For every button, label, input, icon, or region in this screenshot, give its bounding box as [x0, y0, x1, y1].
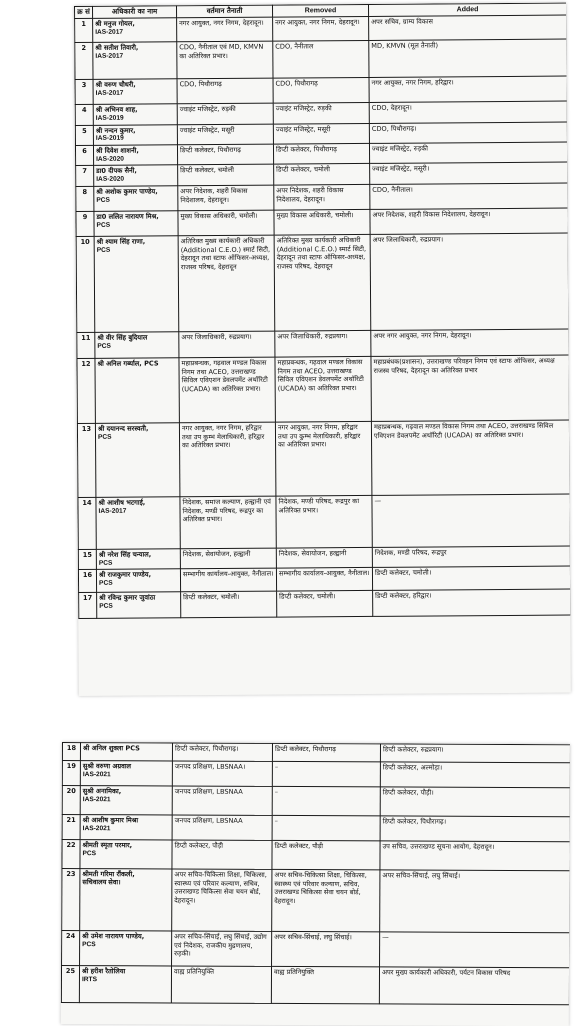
- table-row: [62, 840, 570, 871]
- row-serial-number: 1: [75, 19, 93, 43]
- officer-name: श्री नरेश सिंह चन्याल,: [98, 550, 152, 559]
- officer-name: डा0 दीपक सैनी,: [96, 167, 137, 176]
- table-row: [78, 494, 570, 549]
- officer-name-cell: [93, 145, 177, 166]
- removed-cell: महाप्रबन्धक, गढ़वाल मण्डल विकास निगम तथा ACEO, उत्तराखण्ड सिविल एविएशन डेवलपमेंट अथॉरिटी (UCADA) का अतिरिक्त प्रभार।: [275, 356, 371, 422]
- officer-name: श्री उमेश नारायण पाण्डेय,: [82, 932, 145, 941]
- row-serial-number: 2: [75, 43, 93, 80]
- officer-service: IAS-2017: [95, 52, 124, 60]
- table-row: [77, 355, 569, 423]
- table-row: [76, 183, 568, 211]
- officer-service: PCS: [97, 342, 111, 350]
- current-posting-cell: अपर जिलाधिकारी, रुद्रप्रयाग।: [179, 331, 275, 358]
- officer-service: PCS: [82, 940, 96, 948]
- current-posting-cell: डिप्टी कलेक्टर, पिथौरागढ़: [177, 144, 273, 165]
- row-serial-number: 13: [77, 423, 96, 497]
- table-body-top: [75, 15, 571, 618]
- officer-service: IAS-2017: [95, 89, 124, 97]
- officer-name: श्री अभिनव शाह,: [95, 105, 138, 115]
- row-serial-number: 14: [78, 497, 96, 549]
- current-posting-cell: ज्वाइंट मजिस्ट्रेट, मसूरी: [177, 124, 273, 145]
- removed-cell: अपर निदेशक, शहरी विकास निदेशालय, देहरादून।: [274, 184, 370, 210]
- current-posting-cell: निदेशक, सेवायोजन, हल्द्वानी: [180, 548, 276, 569]
- row-serial-number: 17: [79, 593, 97, 619]
- officer-name: श्री राजकुमार पाण्डेय,: [98, 570, 152, 580]
- current-posting-cell: वाह्य प्रतिनियुक्ति: [171, 966, 271, 1003]
- removed-cell: –: [272, 815, 380, 840]
- officer-name-cell: [97, 592, 181, 619]
- added-cell: अपर निदेशक, शहरी विकास निदेशालय, देहरादून।: [370, 208, 568, 234]
- officer-service: PCS: [96, 246, 111, 254]
- removed-cell: डिप्टी कलेक्टर, पिथौरागढ़: [272, 743, 380, 761]
- officer-name: सुश्री वरुणा अग्रवाल: [82, 762, 132, 771]
- row-serial-number: 16: [78, 570, 96, 593]
- current-posting-cell: अपर सचिव-चिकित्सा शिक्षा, चिकित्सा, स्वास्थ्य एवं परिवार कल्याण, सचिव, उत्तराखण्ड चिकित्सा सेवा चयन बोर्ड, देहरादून।: [172, 869, 272, 931]
- officer-service: IAS-2020: [96, 175, 125, 184]
- header-added: Added: [368, 3, 566, 17]
- added-cell: ज्वाइंट मजिस्ट्रेट, मसूरी।: [370, 163, 568, 185]
- current-posting-cell: जनपद प्रशिक्षण, LBSNAA।: [172, 761, 272, 786]
- current-posting-cell: मुख्य विकास अधिकारी, चमोली।: [178, 210, 274, 236]
- officer-name-cell: [80, 743, 172, 761]
- removed-cell: निदेशक, मण्डी परिषद, रूद्रपुर का अतिरिक्त प्रभार।: [276, 495, 372, 548]
- officer-name: श्री हरीश रैतोलिया: [81, 967, 126, 976]
- table-row: [75, 39, 567, 79]
- removed-cell: अपर सचिव-सिंचाई, लघु सिंचाई।: [272, 931, 380, 966]
- officer-service: PCS: [99, 602, 113, 610]
- table-row: [79, 589, 571, 618]
- added-cell: —: [372, 494, 570, 547]
- removed-cell: CDO, नैनीताल: [273, 41, 369, 79]
- current-posting-cell: अपर सचिव-सिंचाई, लघु सिंचाई, उद्योग एवं निदेशक, राजकीय मुद्रणालय, रुड़की।: [172, 931, 272, 966]
- officer-name-cell: [95, 332, 179, 359]
- table-row: [77, 420, 570, 497]
- added-cell: महाप्रबन्धक, गढ़वाल मण्डल विकास निगम तथा ACEO, उत्तराखण्ड सिविल एविएशन डेवलपमेंट अथॉरिटी (UCADA) का अतिरिक्त प्रभार।: [371, 420, 570, 495]
- row-serial-number: 21: [62, 815, 80, 840]
- officer-service: IRTS: [81, 975, 98, 983]
- removed-cell: डिप्टी कलेक्टर, पिथौरागढ़: [273, 143, 369, 164]
- row-serial-number: 9: [76, 211, 94, 236]
- added-cell: अपर सचिव-सिंचाई, लघु सिंचाई।: [380, 870, 570, 933]
- added-cell: निदेशक, मण्डी परिषद, रूद्रपुर: [372, 546, 570, 568]
- current-posting-cell: अपर निदेशक, शहरी विकास निदेशालय, देहरादून।: [178, 185, 274, 211]
- officer-name: श्रीमती स्मृता परमार,: [82, 841, 133, 850]
- officer-name-cell: [96, 569, 180, 593]
- officer-name: श्री अशोक कुमार पाण्डेय,: [96, 187, 158, 196]
- removed-cell: वाह्य प्रतिनियुक्ति: [271, 966, 379, 1003]
- officer-name-cell: [79, 966, 171, 1003]
- current-posting-cell: ज्वाइंट मजिस्ट्रेट, रुड़की: [177, 103, 273, 124]
- row-serial-number: 25: [61, 966, 79, 1003]
- added-cell: उप सचिव, उत्तराखण्ड सूचना आयोग, देहरादून।: [380, 841, 570, 871]
- removed-cell: डिप्टी कलेक्टर, पौड़ी: [272, 840, 380, 869]
- removed-cell: अपर सचिव-चिकित्सा शिक्षा, चिकित्सा, स्वास्थ्य एवं परिवार कल्याण, सचिव, उत्तराखण्ड चिकित्सा सेवा चयन बोर्ड, देहरादून।: [272, 869, 380, 931]
- removed-cell: डिप्टी कलेक्टर, चमोली।: [277, 591, 373, 618]
- row-serial-number: 4: [75, 105, 93, 126]
- current-posting-cell: CDO, पिथौरागढ़: [177, 78, 273, 104]
- officer-name: श्री सतीश तिवारी,: [95, 43, 139, 53]
- officer-service: PCS: [97, 433, 112, 441]
- table-body-bottom: [61, 743, 570, 1005]
- row-serial-number: 22: [62, 840, 80, 869]
- removed-cell: मुख्य विकास अधिकारी, चमोली।: [274, 209, 370, 235]
- row-serial-number: 24: [62, 931, 80, 966]
- header-current-posting: वर्तमान तैनाती: [177, 5, 273, 18]
- current-posting-cell: डिप्टी कलेक्टर, पिथौरागढ़।: [172, 743, 272, 761]
- officer-name-cell: [94, 211, 178, 237]
- added-cell: महाप्रबंधक(प्रशासन), उत्तराखण्ड परिवहन निगम एवं स्टाफ ऑफिसर, अध्यक्ष राजस्व परिषद, देहरादून का अतिरिक्त प्रभार: [371, 355, 569, 421]
- removed-cell: CDO, पिथौरागढ़: [273, 78, 369, 104]
- added-cell: अपर मुख्य कार्यकारी अधिकारी, पर्यटन विकास परिषद: [379, 967, 569, 1005]
- officer-name-cell: [96, 549, 180, 570]
- document-page-top: [74, 3, 571, 696]
- officer-name: श्रीमती गरिमा रौंकली,: [82, 870, 135, 879]
- officer-service: सचिवालय सेवा।: [82, 878, 121, 886]
- officer-name: श्री दिवेश शाशनी,: [95, 146, 139, 155]
- officer-name-cell: [94, 236, 179, 333]
- row-serial-number: 11: [77, 332, 95, 358]
- current-posting-cell: जनपद प्रशिक्षण, LBSNAA: [172, 786, 272, 815]
- officer-name: श्री अनिल शुक्ला PCS: [82, 744, 140, 753]
- removed-cell: –: [272, 761, 380, 786]
- transfer-table-bottom: [61, 742, 570, 1005]
- officer-name-cell: [93, 124, 177, 145]
- officer-service: PCS: [96, 221, 111, 229]
- current-posting-cell: महाप्रबन्धक, गढ़वाल मण्डल विकास निगम तथा ACEO, उत्तराखण्ड सिविल एविएशन डेवलपमेंट अथॉरिटी (UCADA) का अतिरिक्त प्रभार।: [179, 357, 275, 423]
- officer-name: श्री नन्दन कुमार,: [95, 126, 136, 135]
- officer-name: श्री आशीष भटगाई,: [98, 498, 146, 507]
- officer-name: सुश्री अनामिका,: [82, 787, 122, 796]
- added-cell: अपर जिलाधिकारी, रुद्रप्रयाग।: [370, 233, 569, 330]
- officer-name: श्री आशीष कुमार मिश्रा: [82, 816, 139, 825]
- officer-name-cell: [80, 869, 172, 931]
- row-serial-number: 7: [76, 166, 94, 187]
- current-posting-cell: सम्भागीय कार्यालय-आयुक्त, नैनीताल।: [180, 568, 276, 592]
- added-cell: ज्वाइंट मजिस्ट्रेट, रुड़की: [369, 142, 567, 164]
- added-cell: अपर नगर आयुक्त, नगर निगम, देहरादून।: [371, 329, 569, 356]
- document-page-bottom: [61, 742, 570, 1026]
- removed-cell: अपर जिलाधिकारी, रुद्रप्रयाग।: [275, 330, 371, 357]
- added-cell: नगर आयुक्त, नगर निगम, हरिद्वार।: [369, 76, 567, 102]
- added-cell: MD, KMVN (मूल तैनाती): [369, 39, 567, 77]
- officer-service: PCS: [98, 559, 113, 567]
- table-row: [62, 815, 570, 842]
- row-serial-number: 3: [75, 80, 93, 105]
- officer-name: श्री वरुण चौधरी,: [95, 80, 136, 90]
- added-cell: CDO, देहरादून।: [369, 101, 567, 123]
- officer-service: PCS: [82, 849, 97, 857]
- row-serial-number: 8: [76, 186, 94, 211]
- officer-name-cell: [93, 42, 177, 80]
- officer-name-cell: [96, 497, 180, 550]
- row-serial-number: 10: [76, 236, 95, 332]
- removed-cell: सम्भागीय कार्यालय-आयुक्त, नैनीताल।: [276, 568, 372, 592]
- officer-name: श्री दयानन्द सरस्वती,: [97, 424, 149, 433]
- header-sn: क्र सं: [75, 6, 93, 18]
- officer-name: श्री अनिल गर्ब्याल, PCS: [97, 359, 159, 368]
- table-row: [61, 966, 569, 1005]
- officer-name: डा0 ललित नारायण मिश्र,: [96, 212, 159, 221]
- added-cell: अपर सचिव, ग्राम्य विकास: [369, 15, 567, 40]
- officer-name-cell: [95, 423, 180, 498]
- table-row: [75, 15, 567, 42]
- table-row: [76, 233, 569, 332]
- added-cell: डिप्टी कलेक्टर, अल्मोड़ा।: [380, 762, 570, 788]
- row-serial-number: 19: [62, 761, 80, 786]
- current-posting-cell: डिप्टी कलेक्टर, पौड़ी: [172, 840, 272, 869]
- added-cell: डिप्टी कलेक्टर, पिथौरागढ़।: [380, 816, 570, 842]
- added-cell: CDO, नैनीताल।: [370, 183, 568, 209]
- officer-name: श्री मनुज गोयल,: [95, 19, 135, 29]
- transfer-table-top: [74, 3, 571, 620]
- officer-name-cell: [80, 931, 172, 966]
- table-row: [62, 743, 570, 763]
- removed-cell: नगर आयुक्त, नगर निगम, हरिद्वार तथा उप कुम्भ मेलाधिकारी, हरिद्वार का अतिरिक्त प्रभार।: [275, 421, 372, 496]
- header-officer-name: अधिकारी का नाम: [93, 6, 177, 19]
- row-serial-number: 6: [75, 145, 93, 166]
- current-posting-cell: जनपद प्रशिक्षण, LBSNAA: [172, 815, 272, 840]
- removed-cell: अतिरिक्त मुख्य कार्यकारी अधिकारी (Additional C.E.O.) स्मार्ट सिटी, देहरादून तथा स्टाफ ऑफिसर-अध्यक्ष, राजस्व परिषद, देहरादून: [274, 234, 371, 331]
- officer-service: IAS-2020: [96, 155, 124, 163]
- officer-service: IAS-2017: [98, 507, 127, 515]
- officer-name-cell: [80, 840, 172, 869]
- current-posting-cell: डिप्टी कलेक्टर, चमोली: [178, 165, 274, 186]
- table-row: [78, 566, 570, 592]
- officer-service: PCS: [96, 196, 110, 204]
- officer-name: श्री वीर सिंह बुदियाल: [97, 333, 148, 342]
- officer-service: IAS-2021: [82, 795, 111, 803]
- officer-service: IAS-2019: [95, 134, 124, 143]
- table-row: [62, 761, 570, 788]
- removed-cell: निदेशक, सेवायोजन, हल्द्वानी: [276, 547, 372, 568]
- removed-cell: ज्वाइंट मजिस्ट्रेट, रुड़की: [273, 103, 369, 124]
- current-posting-cell: नगर आयुक्त, नगर निगम, देहरादून।: [177, 17, 273, 42]
- officer-service: IAS-2017: [95, 28, 124, 36]
- removed-cell: –: [272, 786, 380, 815]
- added-cell: डिप्टी कलेक्टर, चमोली।: [372, 566, 570, 590]
- officer-name-cell: [93, 79, 177, 105]
- current-posting-cell: नगर आयुक्त, नगर निगम, हरिद्वार तथा उप कुम्भ मेलाधिकारी, हरिद्वार का अतिरिक्त प्रभार।: [179, 422, 276, 497]
- current-posting-cell: CDO, नैनीताल एवं MD, KMVN का अतिरिक्त प्रभार।: [177, 41, 273, 79]
- added-cell: —: [380, 932, 570, 968]
- current-posting-cell: अतिरिक्त मुख्य कार्यकारी अधिकारी (Additional C.E.O.) स्मार्ट सिटी, देहरादून तथा स्टाफ ऑफिसर-अध्यक्ष, राजस्व परिषद, देहरादून: [178, 235, 275, 332]
- current-posting-cell: डिप्टी कलेक्टर, चमोली।: [181, 591, 277, 618]
- header-removed: Removed: [272, 4, 368, 17]
- officer-name-cell: [94, 186, 178, 212]
- officer-name-cell: [80, 761, 172, 786]
- officer-name-cell: [80, 786, 172, 815]
- row-serial-number: 23: [62, 869, 80, 931]
- row-serial-number: 18: [62, 743, 80, 761]
- table-row: [75, 76, 567, 104]
- officer-service: IAS-2019: [95, 114, 124, 122]
- row-serial-number: 12: [77, 358, 95, 423]
- officer-name-cell: [93, 104, 177, 125]
- officer-name: श्री श्याम सिंह राणा,: [96, 237, 146, 246]
- officer-service: PCS: [99, 579, 113, 587]
- table-row: [62, 869, 570, 933]
- removed-cell: नगर आयुक्त, नगर निगम, देहरादून।: [273, 17, 369, 42]
- removed-cell: डिप्टी कलेक्टर, चमोली: [274, 164, 370, 185]
- table-row: [62, 786, 570, 817]
- added-cell: डिप्टी कलेक्टर, पौड़ी।: [380, 787, 570, 817]
- removed-cell: ज्वाइंट मजिस्ट्रेट, मसूरी: [273, 123, 369, 144]
- current-posting-cell: निदेशक, समाज कल्याण, हल्द्वानी एवं निदेशक, मण्डी परिषद, रूद्रपुर का अतिरिक्त प्रभार।: [180, 496, 276, 549]
- table-row: [62, 931, 570, 968]
- officer-name-cell: [94, 165, 178, 186]
- row-serial-number: 20: [62, 786, 80, 815]
- officer-service: IAS-2021: [82, 770, 111, 778]
- officer-name-cell: [95, 358, 179, 424]
- added-cell: डिप्टी कलेक्टर, रुद्रप्रयाग।: [380, 744, 570, 763]
- officer-service: IAS-2021: [82, 824, 111, 832]
- officer-name-cell: [80, 815, 172, 840]
- row-serial-number: 15: [78, 549, 96, 570]
- officer-name: श्री रविन्द्र कुमार जुवांठा: [99, 593, 156, 603]
- officer-name-cell: [93, 18, 177, 43]
- added-cell: डिप्टी कलेक्टर, हरिद्वार।: [373, 589, 571, 616]
- added-cell: CDO, पिथौरागढ़।: [369, 122, 567, 144]
- row-serial-number: 5: [75, 125, 93, 146]
- table-row: [77, 329, 569, 358]
- table-row: [76, 208, 568, 236]
